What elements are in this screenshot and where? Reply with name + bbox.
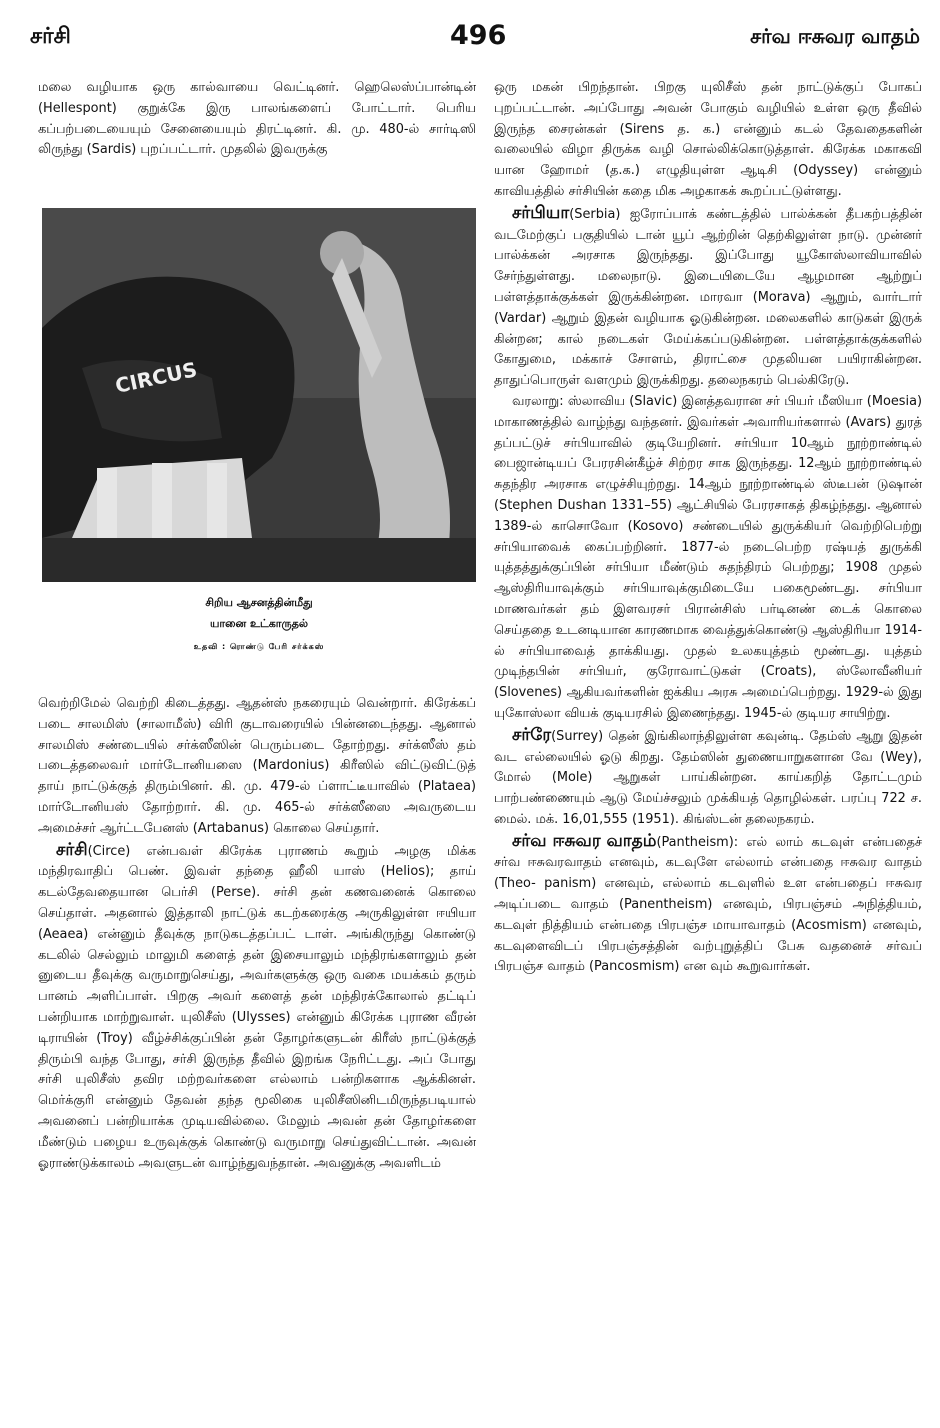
entry-body-pantheism: (Pantheism): எல் லாம் கடவுள் என்பதைச் சர்வ ஈசுவரவாதம் எனவும், கடவுளே எல்லாம் என்பதை ஈசுவர வாதம் (Theo- panism) எனவும், எல்லாம் கடவுளில் உள என்பதைப் ஈசுவர அடிப்படை வாதம் (Panentheism) எனவும், பிரபஞ்சம் அநித்தியம், கடவுள் நித்தியம் என்பதை பிரபஞ்ச மாயாவாதம் (Acosmism) எனவும், கடவுளைவிடப் பிரபஞ்சத்தின் வற்புறுத்திப் பேசு வதனைச் சர்வப் பிரபஞ்ச வாதம் (Pancosmism) என வும் கூறுவார்கள். xyxy=(494,834,922,975)
page-number: 496 xyxy=(450,20,507,51)
xerxes-text-top: மலை வழியாக ஒரு கால்வாயை வெட்டினர். ஹெலெஸ்ப்பான்டின் (Hellespont) குறுக்கே இரு பாலங்களைப் போட்டார். பெரிய கப்பற்படையையும் சேனையையும் திரட்டினர். கி. மு. 480-ல் சார்டிஸி லிருந்து (Sardis) புறப்பட்டார். முதலில் இவருக்கு xyxy=(38,80,476,158)
photo-caption-line-1: சிறிய ஆசனத்தின்மீது xyxy=(205,596,313,609)
circus-photo xyxy=(42,208,476,582)
circus-sign-text: CIRCUS xyxy=(113,357,200,398)
entry-body-surrey: (Surrey) தென் இங்கிலாந்திலுள்ள கவுன்டி. தேம்ஸ் ஆறு இதன் வட எல்லையில் ஓடு கிறது. தேம்ஸின் துணையாறுகளான வே (Wey), மோல் (Mole) ஆறுகள் பாய்கின்றன. காய்கறித் தோட்டமும் பாற்பண்ணையும் ஆடு மேய்ச்சலும் முக்கியத் தொழில்கள். பரப்பு 722 ச. மைல். மக். 16,01,555 (1951). கிங்ஸ்டன் தலைநகரம். xyxy=(494,728,922,827)
photo-caption-line-2: யானை உட்காருதல் xyxy=(209,617,309,630)
entry-title-serbia: சர்பியா xyxy=(512,202,570,223)
entry-circe xyxy=(38,840,476,1175)
entry-title-pantheism: சர்வ ஈசுவர வாதம் xyxy=(512,830,657,851)
entry-title-circe: சர்சி xyxy=(56,839,88,860)
entry-title-surrey: சர்ரே xyxy=(512,724,552,745)
running-head-left: சர்சி xyxy=(30,24,71,49)
entry-pantheism xyxy=(494,831,922,979)
left-column-top xyxy=(38,78,476,161)
entry-serbia xyxy=(494,203,922,392)
circe-text-continued: ஒரு மகன் பிறந்தான். பிறகு யுலிசீஸ் தன் நாட்டுக்குப் போகப் புறப்பட்டான். அப்போது அவன் போகும் வழியில் உள்ள ஒரு தீவில் இருந்த சைரன்கள் (Sirens த. க.) என்னும் கடல் தேவதைகளின் வலையில் விழா திருக்க வழி சொல்லிக்கொடுத்தாள். கிரேக்க மகாகவி யான ஹோமர் (த.க.) எழுதியுள்ள ஆடிசி (Odyssey) என்னும் காவியத்தில் சர்சியின் கதை மிக அழகாகக் கூறப்பட்டுள்ளது. xyxy=(494,80,922,199)
right-column xyxy=(494,78,922,978)
entry-body-serbia: (Serbia) ஐரோப்பாக் கண்டத்தில் பால்க்கன் தீபகற்பத்தின் வடமேற்குப் பகுதியில் டான் யூப் ஆற்றின் தெற்கிலுள்ள நாடு. முன்னர் பால்க்கன் அரசாக இருந்தது. இப்போது யூகோஸ்லாவியாவில் சேர்ந்துள்ளது. மலைநாடு. இடையிடையே ஆழமான ஆற்றுப் பள்ளத்தாக்குக்கள் இருக்கின்றன. மாரவா (Morava) ஆறும், வார்டார் (Vardar) ஆறும் இதன் வழியாக ஓடுகின்றன. மலைகளில் காடுகள் இருக் கின்றன; கால் நடைகள் மேய்க்கப்படுகின்றன. பள்ளத்தாக்குக்களில் கோதுமை, மக்காச் சோளம், திராட்சை முதலியன பயிராகின்றன. தாதுப்பொருள் வளமும் இருக்கிறது. தலைநகரம் பெல்கிரேடு. xyxy=(494,206,922,389)
serbia-history xyxy=(494,392,922,725)
page-header xyxy=(30,18,920,58)
elephant-on-stool-illustration xyxy=(42,208,476,582)
serbia-history-text: வரலாறு: ஸ்லாவிய (Slavic) இனத்தவரான சர் பியர் மீஸியா (Moesia) மாகாணத்தில் வாழ்ந்து வந்தனர். இவர்கள் அவாரியர்களால் (Avars) துரத் தப்பட்டுச் சர்பியாவில் குடியேறினர். சர்பியா 10ஆம் நூற்றாண்டில் பைஜான்டியப் பேரரசின்கீழ்ச் சிற்றர சாக இருந்தது. 12ஆம் நூற்றாண்டில் சுதந்திர அரசாக எழுச்சியுற்றது. 14ஆம் நூற்றாண்டில் ஸ்டீபன் டுஷான் (Stephen Dushan 1331–55) ஆட்சியில் பேரரசாகத் திகழ்ந்தது. ஆனால் 1389-ல் காசொவோ (Kosovo) சண்டையில் துருக்கியர் வெற்றிபெற்று சர்பியாவைக் கைப்பற்றினர். 1877-ல் நடைபெற்ற ரஷ்யத் துருக்கி யுத்தத்துக்குப்பின் சர்பியா மீண்டும் சுதந்திரம் பெற்றது; 1908 முதல் ஆஸ்திரியாவுக்கும் சர்பியாவுக்குமிடையே பகைமூண்டது. சர்பியா மாணவர்கள் தம் இளவரசர் பிரான்சிஸ் பர்டினண் டைக் கொலை செய்ததை உடனடியான காரணமாக வைத்துக்கொண்டு ஆஸ்திரியா 1914-ல் சர்பியாவைத் தாக்கியது. முதல் உலகயுத்தம் மூண்டது. யுத்தம் முடிந்தபின் சர்பியர், குரோவாட்டுகள் (Croats), ஸ்லோவீனியர் (Slovenes) ஆகியவர்களின் ஐக்கிய அரசு அமைப்பெற்றது. 1929-ல் இது யுகோஸ்லா வியக் குடியரசில் இணைந்தது. 1945-ல் குடியர சாயிற்று. xyxy=(494,393,922,721)
xerxes-text-continued: வெற்றிமேல் வெற்றி கிடைத்தது. ஆதன்ஸ் நகரையும் வென்றார். கிரேக்கப் படை சாலமிஸ் (சாலாமீஸ்) விரி குடாவரையில் பின்னடைந்தது. ஆனால் சாலமிஸ் சண்டையில் சர்க்ஸீஸின் பெரும்படை தோற்றது. சர்க்ஸீஸ் தம் படைத்தலைவர் மார்டோனியஸை (Mardonius) கிரீஸில் விட்டுவிட்டுத் தாய் நாட்டுக்குத் திரும்பினர். கி. மு. 479-ல் ப்ளாட்டீயாவில் (Plataea) மார்டோனியஸ் தோற்றார். கி. மு. 465-ல் சர்க்ஸீஸை அவருடைய அமைச்சர் ஆர்ட்டபேனஸ் (Artabanus) கொலை செய்தார். xyxy=(38,696,476,836)
photo-credit: உதவி : ரொண்டு பேரி சர்க்கஸ் xyxy=(193,642,325,651)
entry-surrey xyxy=(494,725,922,831)
entry-body-circe: (Circe) என்பவள் கிரேக்க புராணம் கூறும் அழகு மிக்க மந்திரவாதிப் பெண். இவள் தந்தை ஹீலி யாஸ் (Helios); தாய் கடல்தேவதையான பெர்சி (Perse). சர்சி தன் கணவனைக் கொலை செய்தாள். அதனால் இத்தாலி நாட்டுக் கடற்கரைக்கு அருகிலுள்ள ஈயியா (Aeaea) என்னும் தீவுக்கு நாடுகடத்தப்பட் டாள். அங்கிருந்து கொண்டு கடலில் செல்லும் மாலுமி களைத் தன் இசையாலும் மந்திரங்களாலும் தன் னுடைய தீவுக்கு வருமாறுசெய்து, அவர்களுக்கு ஒரு வகை மயக்கம் தரும் பானம் அளிப்பாள். பிறகு அவர் களைத் தன் மந்திரக்கோலால் தட்டிப் பன்றியாக மாற்றுவாள். யுலிசீஸ் (Ulysses) என்னும் கிரேக்க புராண வீரன் டிராயின் (Troy) வீழ்ச்சிக்குப்பின் தன் தோழர்களுடன் கிரீஸ் நாட்டுக்குத் திரும்பி வந்த போது, சர்சி இருந்த தீவில் இறங்க நேரிட்டது. அப் போது சர்சி யுலிசீஸ் தவிர மற்றவர்களை எல்லாம் பன்றிகளாக ஆக்கினள். மெர்க்குரி என்னும் தேவன் தந்த மூலிகை யுலிசீஸினிடமிருந்தபடியால் அவனைப் பன்றியாக்க முடியவில்லை. மேலும் அவன் தன் தோழர்களை மீண்டும் பழைய உருவுக்குக் கொண்டு வருமாறு செய்துவிட்டான். அவன் ஓராண்டுக்காலம் அவளுடன் வாழ்ந்துவந்தான். அவனுக்கு அவளிடம் xyxy=(38,843,476,1171)
running-head-right: சர்வ ஈசுவர வாதம் xyxy=(750,24,920,48)
left-column-bottom xyxy=(38,694,476,1174)
